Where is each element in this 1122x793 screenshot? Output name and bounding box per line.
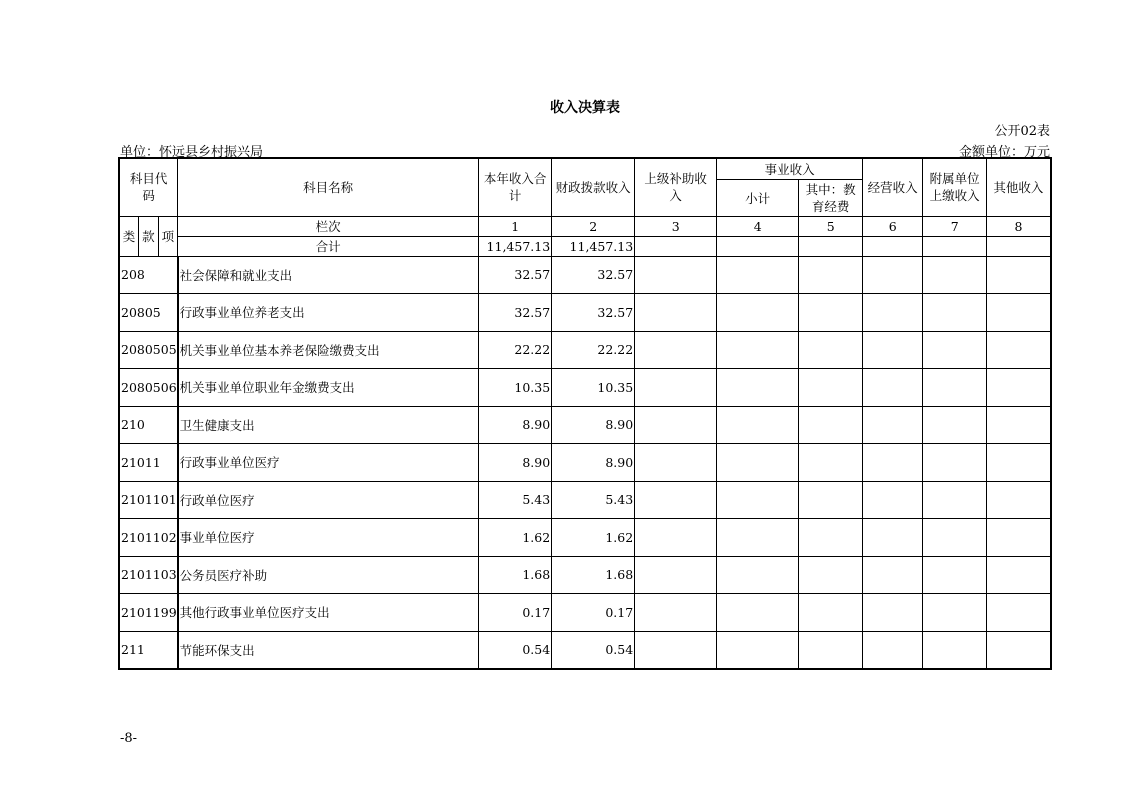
- row-code: 2101199: [119, 594, 178, 632]
- row-empty-cell: [863, 594, 923, 632]
- row-empty-cell: [987, 594, 1051, 632]
- row-empty-cell: [799, 369, 863, 407]
- row-empty-cell: [799, 594, 863, 632]
- row-empty-cell: [799, 631, 863, 669]
- table-row: [119, 631, 1051, 669]
- row-code: 21011: [119, 444, 178, 482]
- row-empty-cell: [923, 444, 987, 482]
- row-empty-cell: [923, 331, 987, 369]
- row-name: 节能环保支出: [178, 631, 479, 669]
- row-col1: 32.57: [479, 294, 552, 332]
- total-col2: 11,457.13: [552, 236, 635, 256]
- table-row: [119, 444, 1051, 482]
- header-biz-sub: 小计: [717, 179, 799, 216]
- table-row: [119, 519, 1051, 557]
- row-empty-cell: [799, 481, 863, 519]
- table-row: [119, 256, 1051, 294]
- header-code-lei: 类: [119, 216, 139, 256]
- row-col1: 32.57: [479, 256, 552, 294]
- row-col1: 8.90: [479, 444, 552, 482]
- row-col2: 32.57: [552, 294, 635, 332]
- row-col2: 10.35: [552, 369, 635, 407]
- row-col2: 5.43: [552, 481, 635, 519]
- row-empty-cell: [863, 519, 923, 557]
- row-name: 事业单位医疗: [178, 519, 479, 557]
- row-empty-cell: [717, 294, 799, 332]
- row-col2: 8.90: [552, 444, 635, 482]
- row-empty-cell: [863, 331, 923, 369]
- page-number: -8-: [120, 731, 138, 746]
- table-row: [119, 369, 1051, 407]
- total-col1: 11,457.13: [479, 236, 552, 256]
- col-num-6: 6: [863, 216, 923, 236]
- row-empty-cell: [987, 294, 1051, 332]
- row-empty-cell: [799, 331, 863, 369]
- row-empty-cell: [987, 444, 1051, 482]
- row-empty-cell: [635, 256, 717, 294]
- row-empty-cell: [923, 369, 987, 407]
- row-code: 208: [119, 256, 178, 294]
- row-empty-cell: [923, 406, 987, 444]
- row-empty-cell: [863, 556, 923, 594]
- row-code: 2080505: [119, 331, 178, 369]
- header-code-kuan: 款: [139, 216, 159, 256]
- row-empty-cell: [635, 556, 717, 594]
- row-code: 210: [119, 406, 178, 444]
- row-empty-cell: [635, 406, 717, 444]
- row-col1: 0.54: [479, 631, 552, 669]
- row-empty-cell: [799, 256, 863, 294]
- table-row: [119, 594, 1051, 632]
- row-name: 行政事业单位养老支出: [178, 294, 479, 332]
- row-col2: 0.54: [552, 631, 635, 669]
- row-col2: 0.17: [552, 594, 635, 632]
- row-empty-cell: [799, 294, 863, 332]
- row-code: 2080506: [119, 369, 178, 407]
- row-col1: 1.68: [479, 556, 552, 594]
- row-empty-cell: [923, 481, 987, 519]
- row-empty-cell: [717, 331, 799, 369]
- row-empty-cell: [923, 556, 987, 594]
- row-col1: 8.90: [479, 406, 552, 444]
- row-col2: 8.90: [552, 406, 635, 444]
- row-empty-cell: [635, 294, 717, 332]
- row-col1: 0.17: [479, 594, 552, 632]
- row-empty-cell: [863, 406, 923, 444]
- table-row: [119, 294, 1051, 332]
- income-table: [118, 157, 1052, 670]
- row-empty-cell: [923, 294, 987, 332]
- table-body: [119, 256, 1051, 669]
- row-name: 机关事业单位职业年金缴费支出: [178, 369, 479, 407]
- col-num-7: 7: [923, 216, 987, 236]
- col-num-2: 2: [552, 216, 635, 236]
- row-empty-cell: [987, 519, 1051, 557]
- row-col1: 10.35: [479, 369, 552, 407]
- header-biz: 事业收入: [717, 158, 863, 179]
- row-empty-cell: [635, 594, 717, 632]
- row-empty-cell: [863, 631, 923, 669]
- col-num-8: 8: [987, 216, 1051, 236]
- row-name: 其他行政事业单位医疗支出: [178, 594, 479, 632]
- row-empty-cell: [923, 631, 987, 669]
- row-empty-cell: [987, 331, 1051, 369]
- row-empty-cell: [717, 556, 799, 594]
- row-code: 2101103: [119, 556, 178, 594]
- page-title: 收入决算表: [550, 100, 620, 116]
- row-empty-cell: [717, 406, 799, 444]
- row-empty-cell: [717, 369, 799, 407]
- row-empty-cell: [987, 481, 1051, 519]
- table-row: [119, 406, 1051, 444]
- row-empty-cell: [799, 406, 863, 444]
- row-empty-cell: [987, 556, 1051, 594]
- row-empty-cell: [799, 519, 863, 557]
- table-row: [119, 331, 1051, 369]
- row-empty-cell: [717, 594, 799, 632]
- row-empty-cell: [717, 444, 799, 482]
- row-empty-cell: [923, 519, 987, 557]
- row-empty-cell: [635, 631, 717, 669]
- row-name: 公务员医疗补助: [178, 556, 479, 594]
- header-col1: 本年收入合计: [479, 158, 552, 216]
- row-empty-cell: [987, 631, 1051, 669]
- row-code: 20805: [119, 294, 178, 332]
- row-empty-cell: [863, 256, 923, 294]
- row-empty-cell: [635, 519, 717, 557]
- row-name: 行政事业单位医疗: [178, 444, 479, 482]
- row-col2: 1.62: [552, 519, 635, 557]
- row-empty-cell: [717, 481, 799, 519]
- row-empty-cell: [863, 481, 923, 519]
- row-code: 2101102: [119, 519, 178, 557]
- header-col2: 财政拨款收入: [552, 158, 635, 216]
- row-empty-cell: [923, 256, 987, 294]
- row-empty-cell: [987, 369, 1051, 407]
- header-col6: 经营收入: [863, 158, 923, 216]
- unit-label: 单位：怀远县乡村振兴局: [120, 145, 264, 160]
- table-header: [119, 158, 1051, 256]
- col-num-5: 5: [799, 216, 863, 236]
- header-col7: 附属单位上缴收入: [923, 158, 987, 216]
- row-name: 行政单位医疗: [178, 481, 479, 519]
- row-empty-cell: [987, 406, 1051, 444]
- row-col1: 22.22: [479, 331, 552, 369]
- row-empty-cell: [635, 444, 717, 482]
- row-empty-cell: [799, 444, 863, 482]
- money-unit-label: 金额单位：万元: [958, 145, 1050, 160]
- header-biz-edu: 其中：教育经费: [799, 179, 863, 216]
- row-name: 卫生健康支出: [178, 406, 479, 444]
- row-empty-cell: [863, 369, 923, 407]
- row-empty-cell: [635, 369, 717, 407]
- row-empty-cell: [717, 519, 799, 557]
- header-code-xiang: 项: [158, 216, 178, 256]
- row-empty-cell: [799, 556, 863, 594]
- row-empty-cell: [717, 256, 799, 294]
- row-col2: 22.22: [552, 331, 635, 369]
- row-name: 社会保障和就业支出: [178, 256, 479, 294]
- row-empty-cell: [987, 256, 1051, 294]
- col-num-3: 3: [635, 216, 717, 236]
- row-col1: 1.62: [479, 519, 552, 557]
- header-lanci: 栏次: [178, 216, 479, 236]
- row-empty-cell: [923, 594, 987, 632]
- table-row: [119, 556, 1051, 594]
- row-empty-cell: [635, 481, 717, 519]
- col-num-4: 4: [717, 216, 799, 236]
- header-name: 科目名称: [178, 158, 479, 216]
- row-name: 机关事业单位基本养老保险缴费支出: [178, 331, 479, 369]
- col-num-1: 1: [479, 216, 552, 236]
- header-col8: 其他收入: [987, 158, 1051, 216]
- row-empty-cell: [635, 331, 717, 369]
- header-col3: 上级补助收入: [635, 158, 717, 216]
- row-code: 2101101: [119, 481, 178, 519]
- row-col2: 1.68: [552, 556, 635, 594]
- total-label: 合计: [178, 236, 479, 256]
- row-col1: 5.43: [479, 481, 552, 519]
- table-row: [119, 481, 1051, 519]
- row-code: 211: [119, 631, 178, 669]
- header-code: 科目代码: [119, 158, 178, 216]
- row-col2: 32.57: [552, 256, 635, 294]
- row-empty-cell: [717, 631, 799, 669]
- row-empty-cell: [863, 444, 923, 482]
- row-empty-cell: [863, 294, 923, 332]
- form-number: 公开02表: [994, 124, 1050, 139]
